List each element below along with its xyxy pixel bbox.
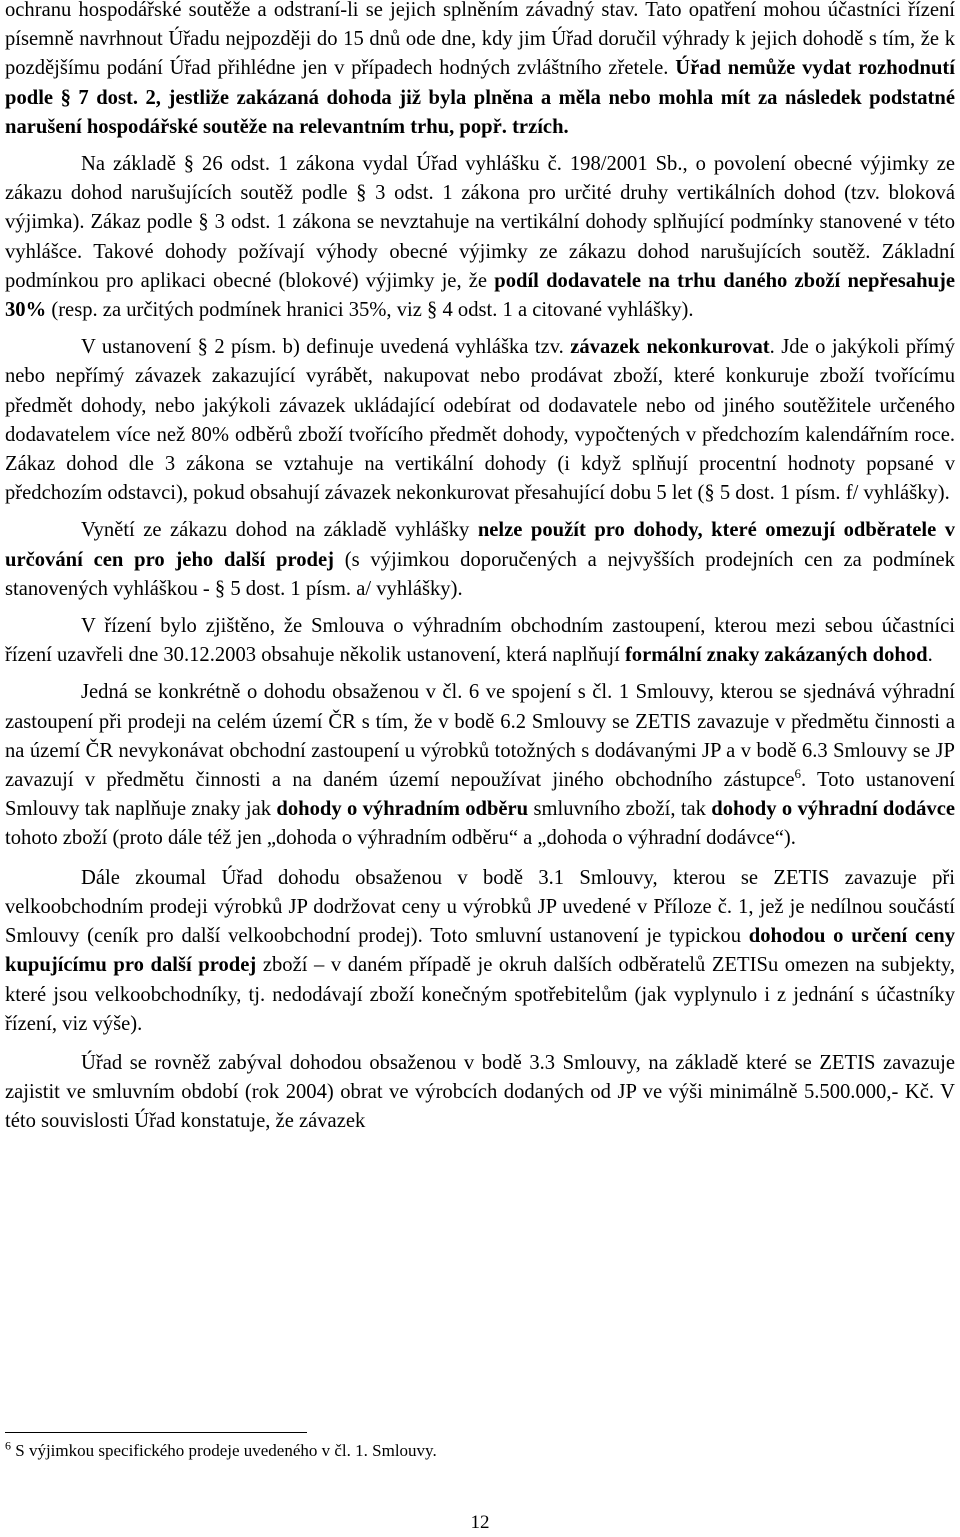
text-run: Dále zkoumal Úřad dohodu obsaženou v bodě 3.1 Smlouvy, kterou se ZETIS zavazuje při velkoobchodním prodeji výrobků JP dodržovat ceny u výrobků JP uvedené v Příloze č. 1, jež je nedílnou součástí Smlouvy (ceník pro další velkoobchodní prodej). Toto smluvní ustanovení je typickou [5, 866, 955, 948]
footnote-mark: 6 [5, 1438, 11, 1453]
text-run: . [927, 644, 933, 667]
bold-text: dohody o výhradním odběru [276, 798, 529, 821]
text-run: V ustanovení § 2 písm. b) definuje uvedená vyhláška tzv. [81, 336, 571, 359]
text-run: (s výjimkou doporučených a nejvyšších prodejních cen za podmínek stanovených vyhláškou - § 5 dost. 1 písm. a/ vyhlášky). [5, 548, 955, 600]
text-run: . Toto ustanovení Smlouvy tak naplňuje znaky jak [5, 769, 955, 821]
paragraph-3 [5, 333, 955, 508]
bold-text: dohodou o určení ceny kupujícímu pro další prodej [5, 925, 955, 977]
text-run: smluvního zboží, tak [528, 798, 712, 821]
paragraph-2 [5, 150, 955, 325]
text-run: . Jde o jakýkoli přímý nebo nepřímý závazek zakazující vyrábět, nakupovat nebo prodávat zboží, které konkuruje zboží tvořícímu předmět dohody, nebo jakýkoli závazek ukládající odebírat od dodavatele nebo od jiného soutěžitele určeného dodavatelem více než 80% odběrů zboží tvořícího předmět dohody, vypočtených v předchozím kalendářním roce. Zákaz dohod dle 3 zákona se vztahuje na vertikální dohody (i když splňují procentní hodnoty popsané v předchozím odstavci), pokud obsahují závazek nekonkurovat přesahující dobu 5 let (§ 5 dost. 1 písm. f/ vyhlášky). [5, 336, 955, 505]
text-run: zboží – v daném případě je okruh dalších odběratelů ZETISu omezen na subjekty, které jsou velkoobchodníky, tj. nedodávají zboží konečným spotřebitelům (jak vyplynulo i z jednání s účastníky řízení, viz výše). [5, 954, 956, 1035]
paragraph-7 [5, 864, 955, 1039]
paragraph-8 [5, 1049, 955, 1137]
bold-text: nelze použít pro dohody, které omezují odběratele v určování cen pro jeho další prodej [5, 519, 955, 571]
text-run: ochranu hospodářské soutěže a odstraní-li se jejich splněním závadný stav. Tato opatření mohou účastníci řízení písemně navrhnout Úřadu nejpozději do 15 dnů ode dne, kdy jim Úřad doručil výhrady k jejich dohodě s tím, že k pozdějšímu podání Úřad přihlédne jen v případech hodných zvláštního zřetele. [5, 0, 955, 80]
text-run: (resp. za určitých podmínek hranici 35%, viz § 4 odst. 1 a citované vyhlášky). [46, 299, 694, 322]
paragraph-1 [5, 0, 955, 142]
bold-text: formální znaky zakázaných dohod [624, 644, 928, 667]
paragraph-5 [5, 612, 955, 670]
bold-text: Úřad nemůže vydat rozhodnutí podle § 7 dost. 2, jestliže zakázaná dohoda již byla plněna a měla nebo mohla mít za následek podstatné narušení hospodářské soutěže na relevantním trhu, popř. trzích. [5, 57, 955, 138]
footnote-separator [5, 1432, 307, 1433]
bold-text: závazek nekonkurovat [570, 336, 770, 359]
paragraph-6 [5, 678, 955, 853]
text-run: Jedná se konkrétně o dohodu obsaženou v čl. 6 ve spojení s čl. 1 Smlouvy, kterou se sjednává výhradní zastoupení při prodeji na celém území ČR s tím, že v bodě 6.2 Smlouvy se ZETIS zavazuje v předmětu činnosti a na území ČR nevykonávat obchodní zastoupení u výrobků totožných s dodávanými JP a v bodě 6.3 Smlouvy se JP zavazují v předmětu činnosti a na daném území nepoužívat jiného obchodního zástupce [5, 681, 955, 792]
page-number: 12 [470, 1512, 490, 1533]
bold-text: podíl dodavatele na trhu daného zboží nepřesahuje 30% [5, 269, 956, 322]
document-body [5, 0, 955, 1137]
text-run: tohoto zboží (proto dále též jen „dohoda o výhradním odběru“ a „dohoda o výhradní dodávce“). [5, 827, 796, 850]
paragraph-4 [5, 516, 955, 604]
bold-text: dohody o výhradní dodávce [711, 798, 956, 821]
text-run: Úřad se rovněž zabýval dohodou obsaženou v bodě 3.3 Smlouvy, na základě které se ZETIS zavazuje zajistit ve smluvním období (rok 2004) obrat ve výrobcích dodaných od JP ve výši minimálně 5.500.000,- Kč. V této souvislosti Úřad konstatuje, že závazek [5, 1051, 955, 1133]
text-run: V řízení bylo zjištěno, že Smlouva o výhradním obchodním zastoupení, kterou mezi sebou účastníci řízení uzavřeli dne 30.12.2003 obsahuje několik ustanovení, která naplňují [5, 615, 955, 667]
footnote [5, 1440, 955, 1462]
text-run: Vynětí ze zákazu dohod na základě vyhlášky [81, 519, 478, 542]
text-run: Na základě § 26 odst. 1 zákona vydal Úřad vyhlášku č. 198/2001 Sb., o povolení obecné výjimky ze zákazu dohod narušujících soutěž podle § 3 odst. 1 zákona pro určité druhy vertikálních dohod (tzv. bloková výjimka). Zákaz podle § 3 odst. 1 zákona se nevztahuje na vertikální dohody splňující podmínky stanovené v této vyhlášce. Takové dohody požívají výhody obecné výjimky ze zákazu dohod narušujících soutěž. Základní podmínkou pro aplikaci obecné (blokové) výjimky je, že [5, 153, 955, 292]
footnote-text: S výjimkou specifického prodeje uvedeného v čl. 1. Smlouvy. [11, 1441, 437, 1460]
footnote-reference: 6 [794, 766, 802, 782]
